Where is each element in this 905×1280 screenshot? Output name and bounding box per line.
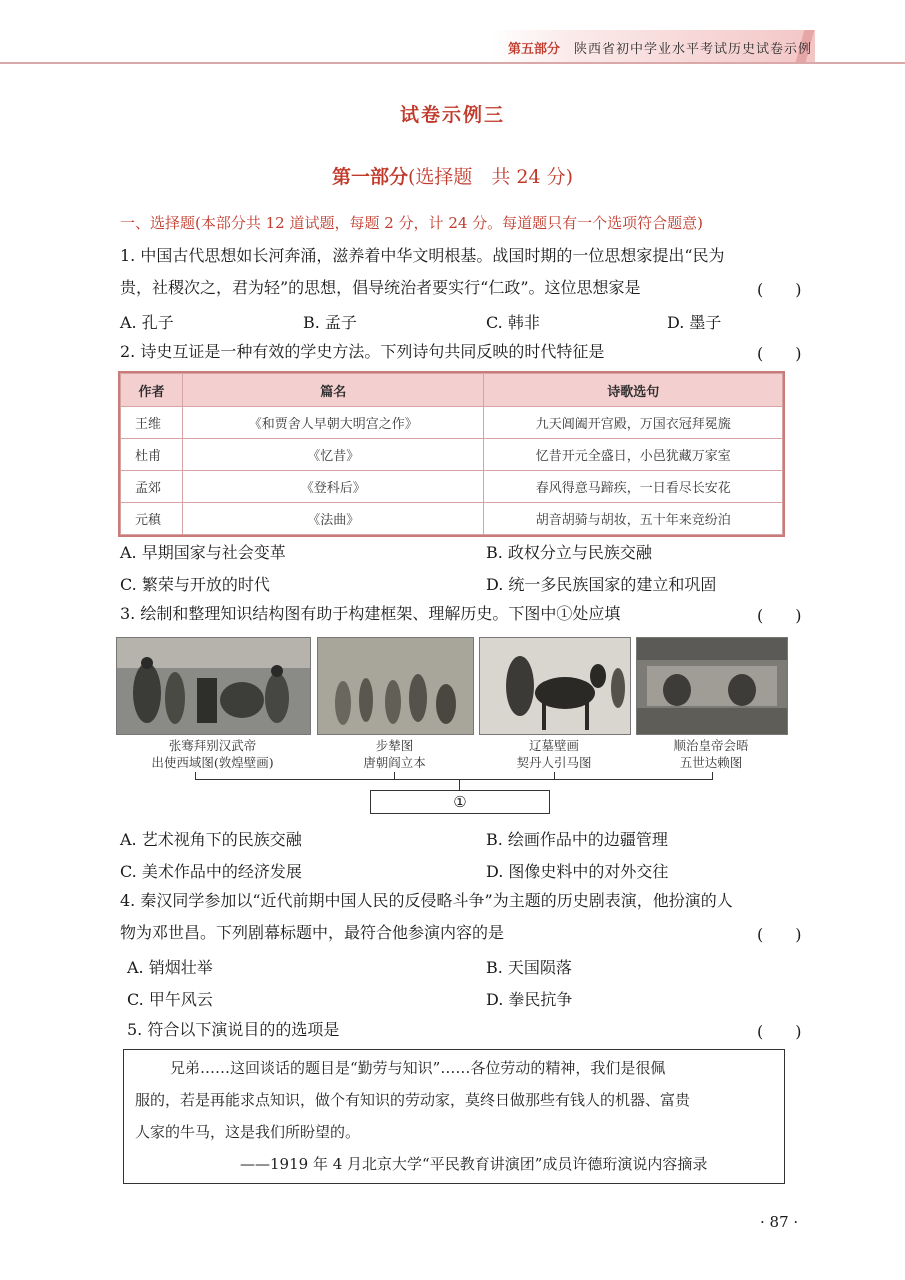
table-cell-author: 杜甫 <box>121 439 183 471</box>
q1-line1: 1. 中国古代思想如长河奔涌，滋养着中华文明根基。战国时期的一位思想家提出“民为 <box>120 246 725 265</box>
image-zhang-qian-mural <box>116 637 311 735</box>
q2-option-d: D. 统一多民族国家的建立和巩固 <box>486 575 717 594</box>
q4-option-b: B. 天国陨落 <box>486 958 572 977</box>
q2-option-b: B. 政权分立与民族交融 <box>486 543 652 562</box>
q5-answer-paren: ( ) <box>757 1022 802 1041</box>
quote-line-2: 服的，若是再能求点知识，做个有知识的劳动家，莫终日做那些有钱人的机器、富贵 <box>135 1091 691 1109</box>
table-cell-verse: 春风得意马蹄疾，一日看尽长安花 <box>484 471 783 503</box>
q4-option-c: C. 甲午风云 <box>127 990 213 1009</box>
caption-line: 唐朝阎立本 <box>363 755 426 770</box>
table-row <box>121 471 783 503</box>
q3-option-d: D. 图像史料中的对外交往 <box>486 862 669 881</box>
connector-bracket <box>195 779 713 780</box>
table-header-row <box>121 374 783 407</box>
table-cell-verse: 忆昔开元全盛日，小邑犹藏万家室 <box>484 439 783 471</box>
image-shunzhi-dalai-mural <box>636 637 788 735</box>
table-header-title: 篇名 <box>182 374 484 407</box>
blank-box-1: ① <box>370 790 550 814</box>
poem-table <box>120 373 783 535</box>
table-header-author: 作者 <box>121 374 183 407</box>
q3-option-a: A. 艺术视角下的民族交融 <box>120 830 302 849</box>
q3-option-c: C. 美术作品中的经济发展 <box>120 862 302 881</box>
table-cell-author: 孟郊 <box>121 471 183 503</box>
table-cell-author: 王维 <box>121 407 183 439</box>
header-part: 第五部分 <box>508 42 561 57</box>
image-liao-tomb-mural <box>479 637 631 735</box>
q4-option-d: D. 拳民抗争 <box>486 990 573 1009</box>
caption-line: 契丹人引马图 <box>516 755 592 770</box>
table-row <box>121 407 783 439</box>
q2-line1: 2. 诗史互证是一种有效的学史方法。下列诗句共同反映的时代特征是 <box>120 342 605 361</box>
q4-line2: 物为邓世昌。下列剧幕标题中，最符合他参演内容的是 <box>120 923 505 942</box>
table-cell-title: 《法曲》 <box>182 503 484 535</box>
table-cell-title: 《忆昔》 <box>182 439 484 471</box>
caption-shunzhi <box>636 737 786 771</box>
table-cell-verse: 九天阊阖开宫殿，万国衣冠拜冕旒 <box>484 407 783 439</box>
caption-line: 出使西域图(敦煌壁画) <box>151 755 274 770</box>
table-cell-verse: 胡音胡骑与胡妆，五十年来竞纷泊 <box>484 503 783 535</box>
table-row <box>121 439 783 471</box>
q4-line1: 4. 秦汉同学参加以“近代前期中国人民的反侵略斗争”为主题的历史剧表演，他扮演的人 <box>120 891 733 910</box>
q2-option-c: C. 繁荣与开放的时代 <box>120 575 270 594</box>
caption-line: 步辇图 <box>375 738 414 753</box>
caption-line: 顺治皇帝会晤 <box>673 738 749 753</box>
q1-option-c: C. 韩非 <box>486 313 540 332</box>
q3-line1: 3. 绘制和整理知识结构图有助于构建框架、理解历史。下图中①处应填 <box>120 604 621 623</box>
q1-line2: 贵，社稷次之，君为轻”的思想，倡导统治者要实行“仁政”。这位思想家是 <box>120 278 641 297</box>
q5-line1: 5. 符合以下演说目的的选项是 <box>127 1020 340 1039</box>
q1-answer-paren: ( ) <box>757 280 802 299</box>
q1-option-d: D. 墨子 <box>667 313 722 332</box>
caption-zhang-qian <box>116 737 309 771</box>
q1-option-b: B. 孟子 <box>303 313 357 332</box>
q2-option-a: A. 早期国家与社会变革 <box>120 543 286 562</box>
caption-line: 五世达赖图 <box>679 755 743 770</box>
section-title <box>0 162 905 189</box>
q3-answer-paren: ( ) <box>757 606 802 625</box>
header-rule <box>0 62 905 64</box>
table-row <box>121 503 783 535</box>
page-number: · 87 · <box>760 1213 799 1231</box>
section-title-bold: 第一部分 <box>331 166 408 188</box>
q3-option-b: B. 绘画作品中的边疆管理 <box>486 830 668 849</box>
caption-bu-nian <box>317 737 472 771</box>
caption-line: 辽墓壁画 <box>528 738 579 753</box>
table-cell-title: 《登科后》 <box>182 471 484 503</box>
table-cell-title: 《和贾舍人早朝大明宫之作》 <box>182 407 484 439</box>
q2-answer-paren: ( ) <box>757 344 802 363</box>
q4-option-a: A. 销烟壮举 <box>127 958 213 977</box>
caption-liao-tomb <box>479 737 629 771</box>
image-bu-nian-tu <box>317 637 474 735</box>
table-header-verse: 诗歌选句 <box>484 374 783 407</box>
paper-title: 试卷示例三 <box>399 104 505 126</box>
quote-source: ——1919 年 4 月北京大学“平民教育讲演团”成员许德珩演说内容摘录 <box>240 1155 708 1173</box>
section-instructions: 一、选择题(本部分共 12 道试题，每题 2 分，计 24 分。每道题只有一个选项符合题意) <box>120 214 704 232</box>
q4-answer-paren: ( ) <box>757 925 802 944</box>
quote-line-3: 人家的牛马，这是我们所盼望的。 <box>135 1123 361 1141</box>
table-cell-author: 元稹 <box>121 503 183 535</box>
caption-line: 张骞拜别汉武帝 <box>168 738 257 753</box>
header-title: 陕西省初中学业水平考试历史试卷示例 <box>574 42 813 57</box>
quote-line-1: 兄弟……这回谈话的题目是“勤劳与知识”……各位劳动的精神，我们是很佩 <box>170 1059 666 1077</box>
section-title-rest: (选择题 共 24 分) <box>407 166 574 188</box>
connector <box>459 780 460 790</box>
q1-option-a: A. 孔子 <box>120 313 174 332</box>
